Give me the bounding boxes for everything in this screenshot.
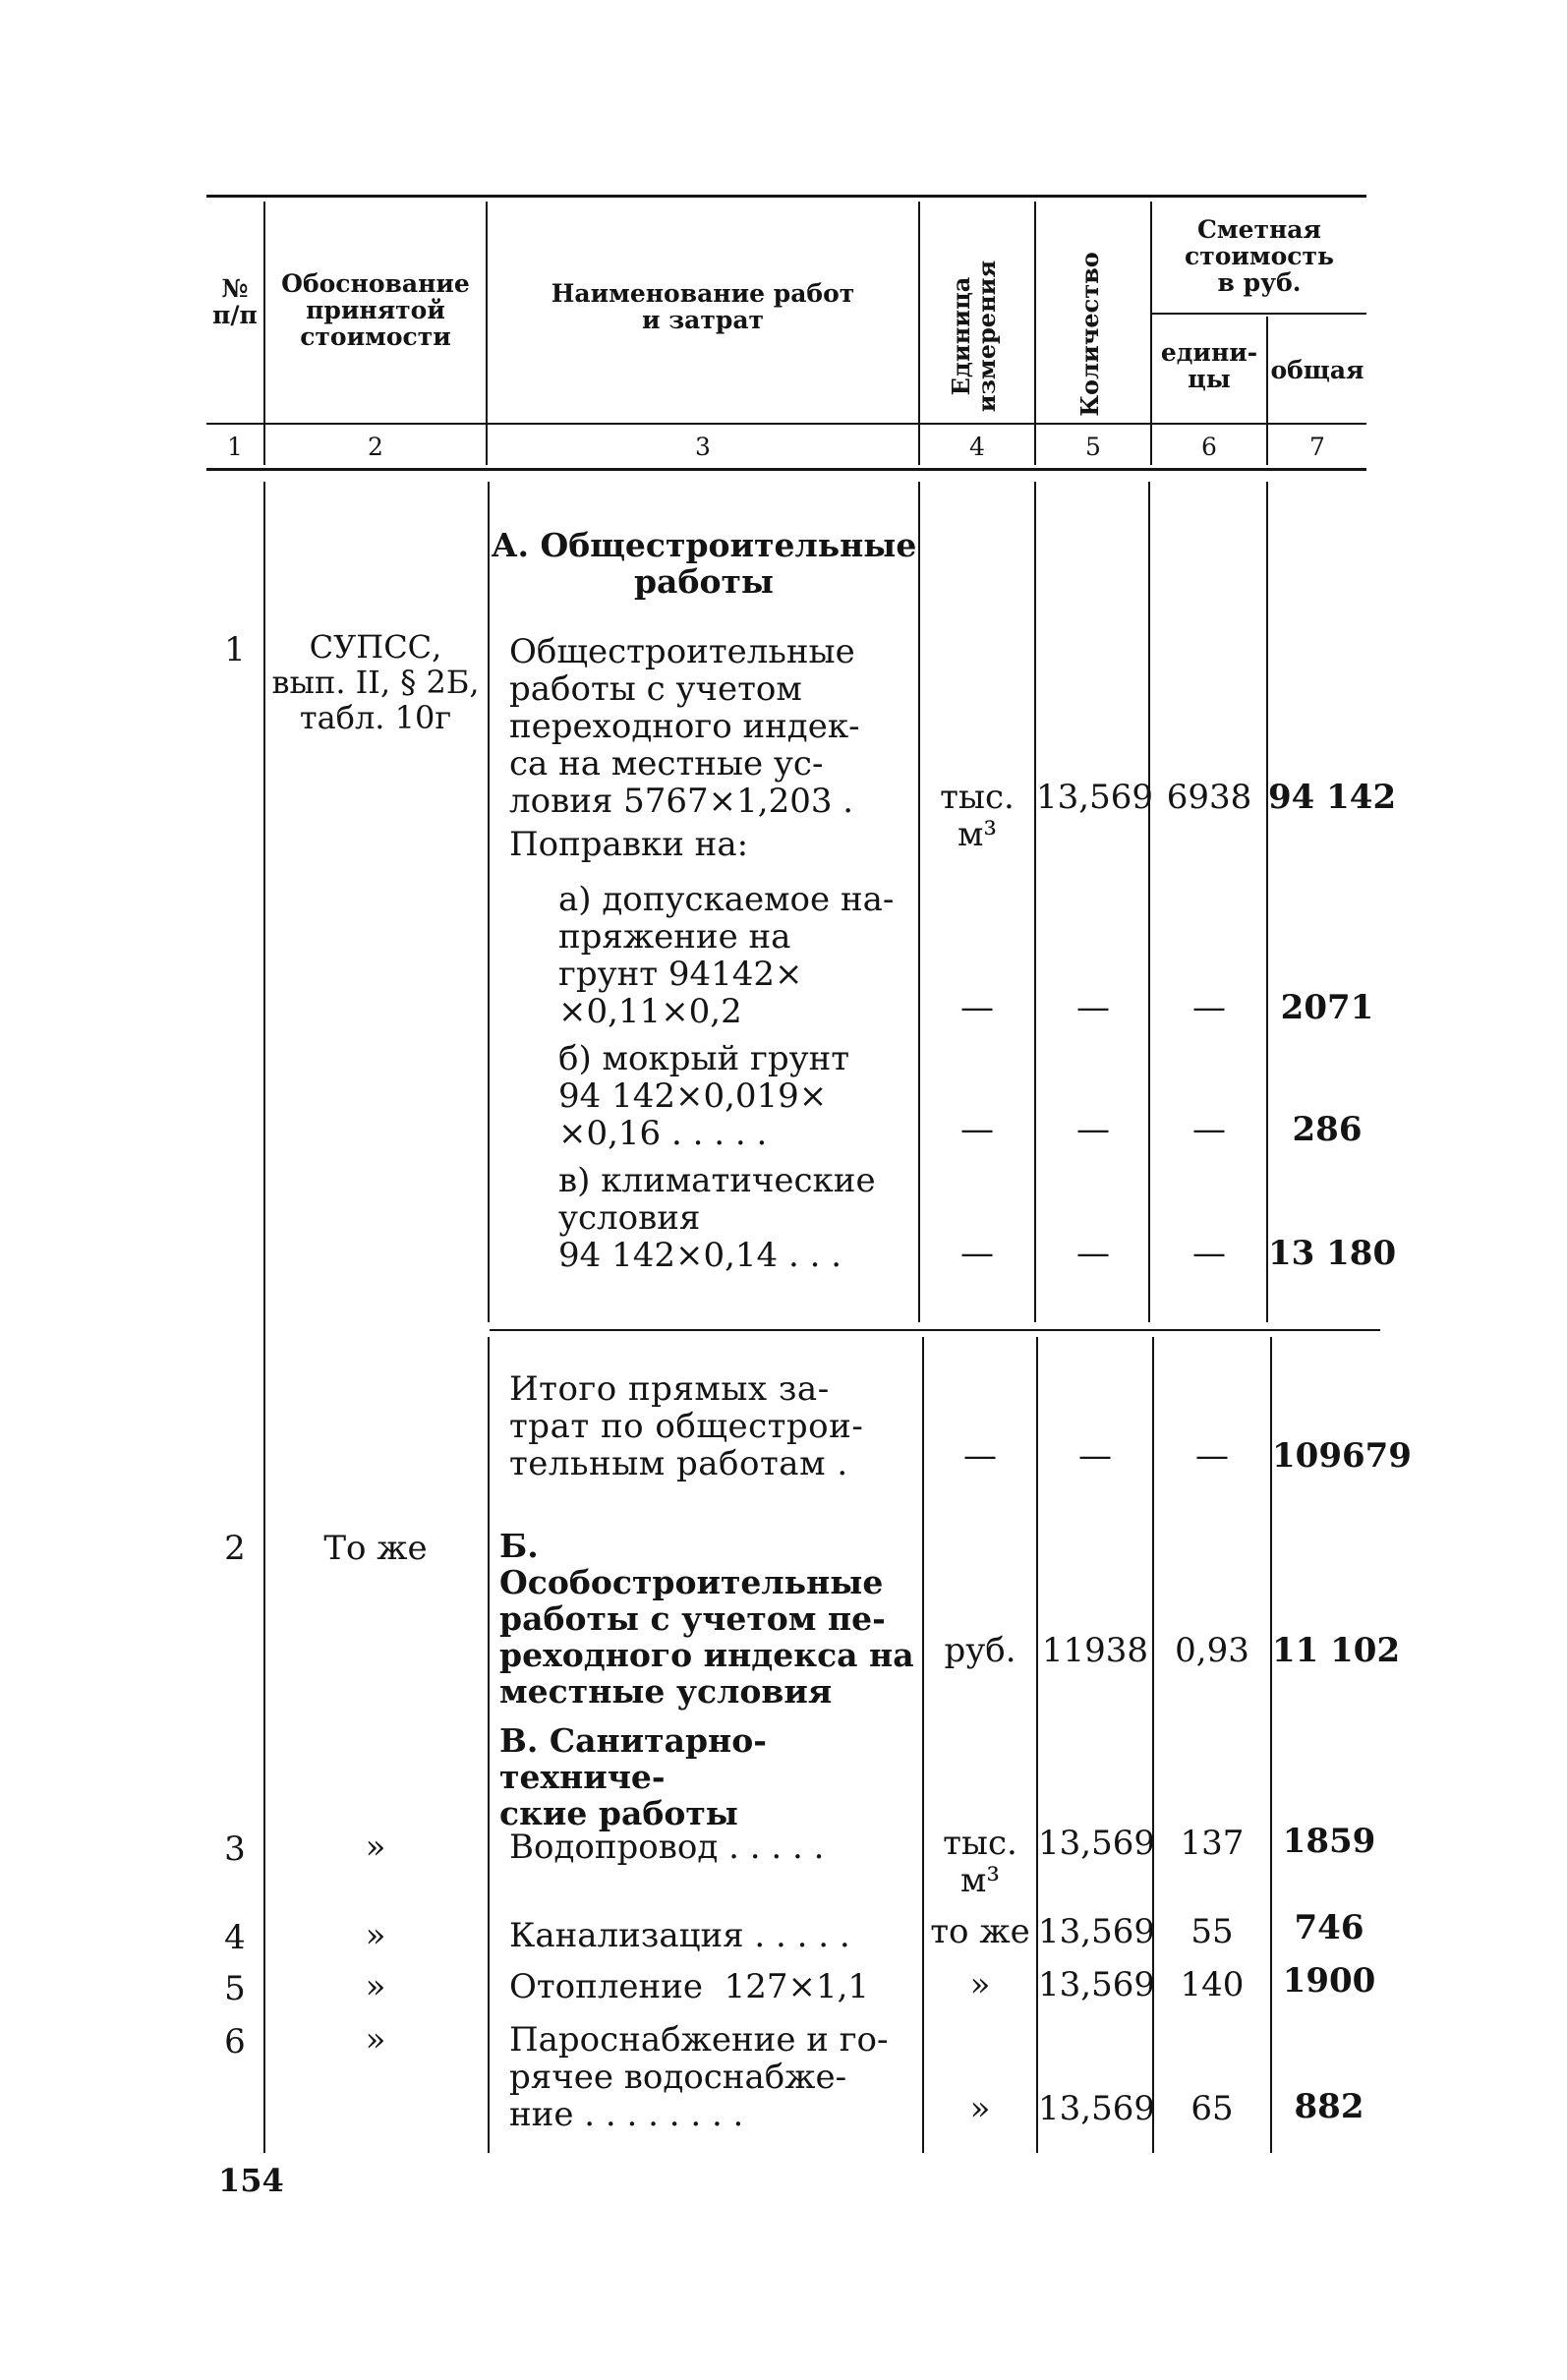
row6-number: 6 xyxy=(224,2022,246,2061)
corr-b-unit-cost: — xyxy=(1192,1110,1226,1149)
row2-number: 2 xyxy=(224,1529,246,1568)
row3-name: Водопровод . . . . . xyxy=(509,1828,825,1867)
col-num-1: 1 xyxy=(227,433,243,461)
subtotal-name: Итого прямых за- трат по общестрои- тельным работам . xyxy=(509,1369,864,1483)
row3-total: 1859 xyxy=(1282,1822,1376,1861)
row3-unit-cost: 137 xyxy=(1180,1824,1245,1863)
section-b-title: Б. Особостроительные работы с учетом пе- реходного индекса на местные условия xyxy=(499,1527,914,1711)
corr-c-total: 13 180 xyxy=(1268,1234,1397,1273)
body-vline-total-left-a xyxy=(1266,482,1268,1322)
body-vline-qty-left-a xyxy=(1034,482,1036,1322)
body-vline-name-left-a xyxy=(488,482,490,1322)
row3-unit: тыс. м³ xyxy=(943,1824,1017,1900)
row5-unit-cost: 140 xyxy=(1180,1965,1245,2004)
header-col-total: общая xyxy=(1270,356,1364,384)
header-col-unit-cost: едини- цы xyxy=(1160,338,1258,393)
row1-number: 1 xyxy=(224,630,246,669)
subtotal-unit: — xyxy=(963,1436,997,1476)
cost-subheader-rule xyxy=(1152,313,1366,315)
corr-a-total: 2071 xyxy=(1280,988,1374,1027)
header-col-cost: Сметная стоимость в руб. xyxy=(1184,215,1334,297)
top-rule xyxy=(206,195,1366,198)
header-col-name: Наименование работ и затрат xyxy=(551,279,855,334)
header-vline-2 xyxy=(486,202,488,465)
row6-basis: » xyxy=(365,2020,386,2060)
row2-qty: 11938 xyxy=(1041,1631,1149,1670)
corr-a-qty: — xyxy=(1076,988,1110,1027)
header-vline-4 xyxy=(1034,202,1036,465)
col-num-4: 4 xyxy=(969,433,985,461)
subtotal-unit-cost: — xyxy=(1195,1436,1229,1476)
section-a-title: А. Общестроительные работы xyxy=(491,526,917,601)
row1-basis: СУПСС, вып. II, § 2Б, табл. 10г xyxy=(271,628,480,736)
row5-basis: » xyxy=(365,1967,386,2006)
row2-unit: руб. xyxy=(944,1631,1016,1670)
header-bottom-rule xyxy=(206,468,1366,471)
subtotal-total: 109679 xyxy=(1272,1436,1412,1476)
corr-c-unit: — xyxy=(960,1234,994,1273)
row2-unit-cost: 0,93 xyxy=(1175,1631,1249,1670)
header-vline-3 xyxy=(918,202,920,465)
row6-qty: 13,569 xyxy=(1038,2089,1155,2128)
corr-a-unit: — xyxy=(960,988,994,1027)
body-vline-unit-left-a xyxy=(918,482,920,1322)
section-c-title: В. Санитарно-техниче- ские работы xyxy=(499,1721,767,1832)
row6-name: Пароснабжение и го- рячее водоснабже- ние . . . . . . . . xyxy=(509,2020,889,2134)
col-num-7: 7 xyxy=(1309,433,1325,461)
row1-total: 94 142 xyxy=(1268,778,1397,817)
row6-unit: » xyxy=(969,2089,991,2128)
row6-total: 882 xyxy=(1294,2087,1364,2126)
row5-name: Отопление 127×1,1 xyxy=(509,1967,870,2006)
header-col-basis: Обоснование принятой стоимости xyxy=(281,269,470,351)
row1-qty: 13,569 xyxy=(1036,778,1153,817)
row2-total: 11 102 xyxy=(1272,1631,1401,1670)
corr-c-qty: — xyxy=(1076,1234,1110,1273)
col-num-3: 3 xyxy=(695,433,711,461)
row4-qty: 13,569 xyxy=(1038,1912,1155,1951)
header-col-number: № п/п xyxy=(212,274,258,329)
body-vline-unitcost-left-a xyxy=(1148,482,1150,1322)
row3-qty: 13,569 xyxy=(1038,1824,1155,1863)
row4-total: 746 xyxy=(1294,1908,1364,1947)
row5-total: 1900 xyxy=(1282,1961,1376,2001)
row3-number: 3 xyxy=(224,1829,246,1869)
corr-b-total: 286 xyxy=(1292,1110,1363,1149)
row5-qty: 13,569 xyxy=(1038,1965,1155,2004)
corr-a-name: а) допускаемое на- пряжение на грунт 94142× ×0,11×0,2 xyxy=(558,880,895,1031)
header-col-unit: Единица измерения xyxy=(947,260,1001,413)
row4-unit-cost: 55 xyxy=(1190,1912,1234,1951)
subtotal-qty: — xyxy=(1078,1436,1112,1476)
row1-unit: тыс. м³ xyxy=(940,778,1015,854)
row2-basis: То же xyxy=(323,1529,428,1568)
corr-c-unit-cost: — xyxy=(1192,1234,1226,1273)
row5-unit: » xyxy=(969,1965,991,2004)
body-vline-name-left-b xyxy=(488,1337,490,2153)
col-num-2: 2 xyxy=(368,433,383,461)
header-col-quantity: Количество xyxy=(1075,252,1104,417)
header-rule-lower xyxy=(206,423,1366,425)
row4-name: Канализация . . . . . xyxy=(509,1916,850,1955)
row4-number: 4 xyxy=(224,1918,246,1957)
page-number: 154 xyxy=(218,2162,284,2199)
row4-unit: то же xyxy=(930,1912,1030,1951)
corr-b-name: б) мокрый грунт 94 142×0,019× ×0,16 . . . . . xyxy=(558,1039,850,1153)
corr-c-name: в) климатические условия 94 142×0,14 . . . xyxy=(558,1161,876,1275)
corr-a-unit-cost: — xyxy=(1192,988,1226,1027)
col-num-5: 5 xyxy=(1085,433,1101,461)
row6-unit-cost: 65 xyxy=(1190,2089,1234,2128)
subtotal-rule xyxy=(490,1329,1380,1331)
row1-name: Общестроительные работы с учетом переходного индек- са на местные ус- ловия 5767×1,203 . xyxy=(509,632,860,821)
corr-b-qty: — xyxy=(1076,1110,1110,1149)
corrections-label: Поправки на: xyxy=(509,825,749,864)
row3-basis: » xyxy=(365,1828,386,1867)
row1-unit-cost: 6938 xyxy=(1166,778,1252,817)
row5-number: 5 xyxy=(224,1969,246,2008)
row4-basis: » xyxy=(365,1916,386,1955)
corr-b-unit: — xyxy=(960,1110,994,1149)
col-num-6: 6 xyxy=(1201,433,1217,461)
